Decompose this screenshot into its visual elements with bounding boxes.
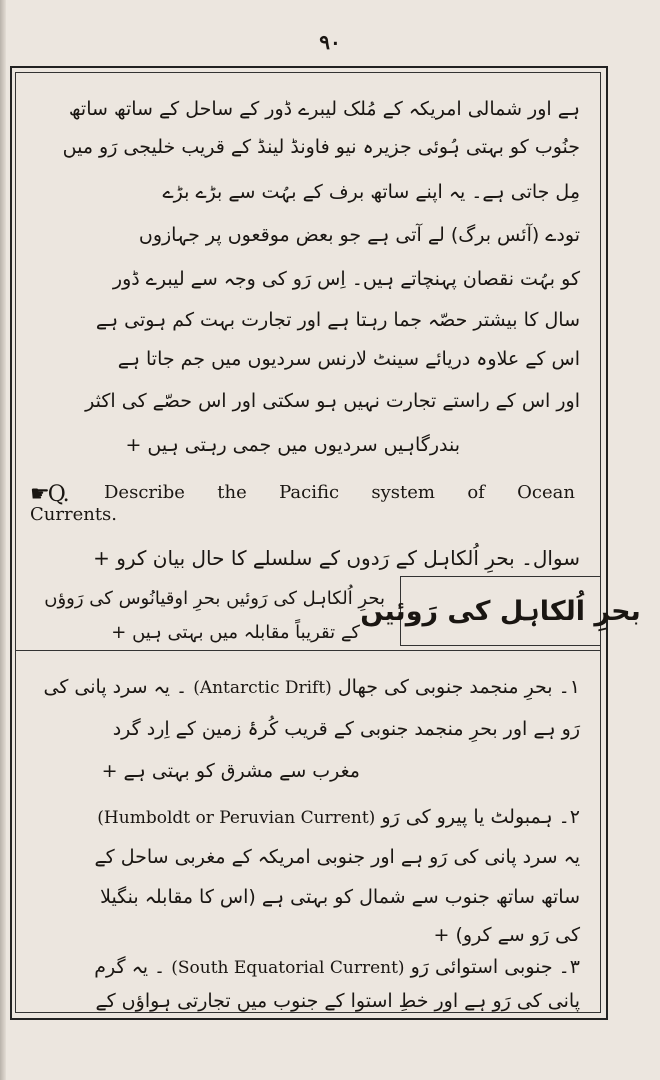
sawal-line: سوال۔ بحرِ اُلکاہل کے رَدوں کے سلسلے کا حال بیان کرو + — [93, 546, 580, 570]
item-3-line-1: پانی کی رَو ہے اور خطِ استوا کے جنوب میں تجارتی ہواؤں کے — [95, 990, 580, 1012]
item-2-line-2: ساتھ ساتھ جنوب سے شمال کو بہتی ہے (اس کا مقابلہ بنگیلا — [100, 886, 580, 908]
question-word: the — [217, 482, 247, 503]
page-frame-inner — [15, 72, 601, 1013]
item-2-title: ۲۔ ہمبولٹ یا پیرو کی رَو — [381, 806, 580, 828]
item-2-line-1: یہ سرد پانی کی رَو ہے اور جنوبی امریکہ کے مغربی ساحل کے — [94, 846, 580, 868]
item-1-heading — [43, 678, 580, 697]
para1-line-7: اس کے علاوہ دریائے سینٹ لارنس سردیوں میں جم جاتا ہے — [117, 348, 580, 370]
item-2-english: (Humboldt or Peruvian Current) — [97, 808, 376, 828]
item-3-heading — [94, 958, 580, 977]
para1-line-1: ہے اور شمالی امریکہ کے مُلک لیبرے ڈور کے ساحل کے ساتھ ساتھ — [68, 98, 580, 120]
page-number: ۹۰ — [319, 30, 341, 54]
item-1-line-2: مغرب سے مشرق کو بہتی ہے + — [101, 760, 360, 782]
section-heading: بحرِ اُلکاہل کی رَوئیں — [360, 595, 641, 627]
item-2-heading — [97, 808, 580, 827]
heading-rule — [15, 650, 601, 651]
para1-line-6: سال کا بیشتر حصّہ جما رہتا ہے اور تجارت بہت کم ہوتی ہے — [95, 309, 580, 331]
question-word: Ocean — [517, 482, 575, 503]
para1-line-3: مِل جاتی ہے۔ یہ اپنے ساتھ برف کے بہُت سے بڑے بڑے — [162, 181, 580, 203]
question-prefix: Q. — [47, 482, 68, 507]
pointing-hand-icon: ☛Q. — [30, 482, 68, 507]
item-3-english: (South Equatorial Current) — [171, 958, 405, 978]
item-1-line-1: رَو ہے اور بحرِ منجمد جنوبی کے قریب کُرۂ زمین کے اِرد گرد — [112, 718, 580, 740]
intro-line-1: بحرِ اُلکاہل کی رَوئیں بحرِ اوقیانُوس کی رَوؤں — [44, 588, 385, 609]
question-line-2: Currents. — [30, 504, 118, 525]
item-2-line-3: کی رَو سے کرو) + — [433, 924, 580, 946]
para1-line-2: جنُوب کو بہتی ہُوئی جزیرہ نیو فاونڈ لینڈ کے قریب خلیجی رَو میں — [62, 136, 580, 158]
para1-line-5: کو بہُت نقصان پہنچاتے ہیں۔ اِس رَو کی وجہ سے لیبرے ڈور — [112, 268, 580, 290]
para1-line-9: بندرگاہیں سردیوں میں جمی رہتی ہیں + — [125, 434, 460, 456]
question-word: Describe — [104, 482, 185, 503]
section-heading-box — [360, 576, 641, 646]
para1-line-8: اور اس کے راستے تجارت نہیں ہو سکتی اور اس حصّے کی اکثر — [85, 390, 580, 412]
page-edge — [0, 0, 6, 1080]
item-3-tail: ۔ یہ گرم — [94, 956, 166, 978]
intro-line-2: کے تقریباً مقابلہ میں بہتی ہیں + — [111, 622, 360, 643]
item-1-english: (Antarctic Drift) — [193, 678, 332, 698]
question-word: Pacific — [279, 482, 340, 503]
item-3-title: ۳۔ جنوبی استوائی رَو — [410, 956, 580, 978]
para1-line-4: تودے (آئس برگ) لے آتی ہے جو بعض موقعوں پر جہازوں — [138, 224, 580, 246]
question-word: system — [371, 482, 435, 503]
question-word: of — [467, 482, 485, 503]
item-1-title: ۱۔ بحرِ منجمد جنوبی کی جھال — [337, 676, 580, 698]
item-1-tail: ۔ یہ سرد پانی کی — [43, 676, 188, 698]
